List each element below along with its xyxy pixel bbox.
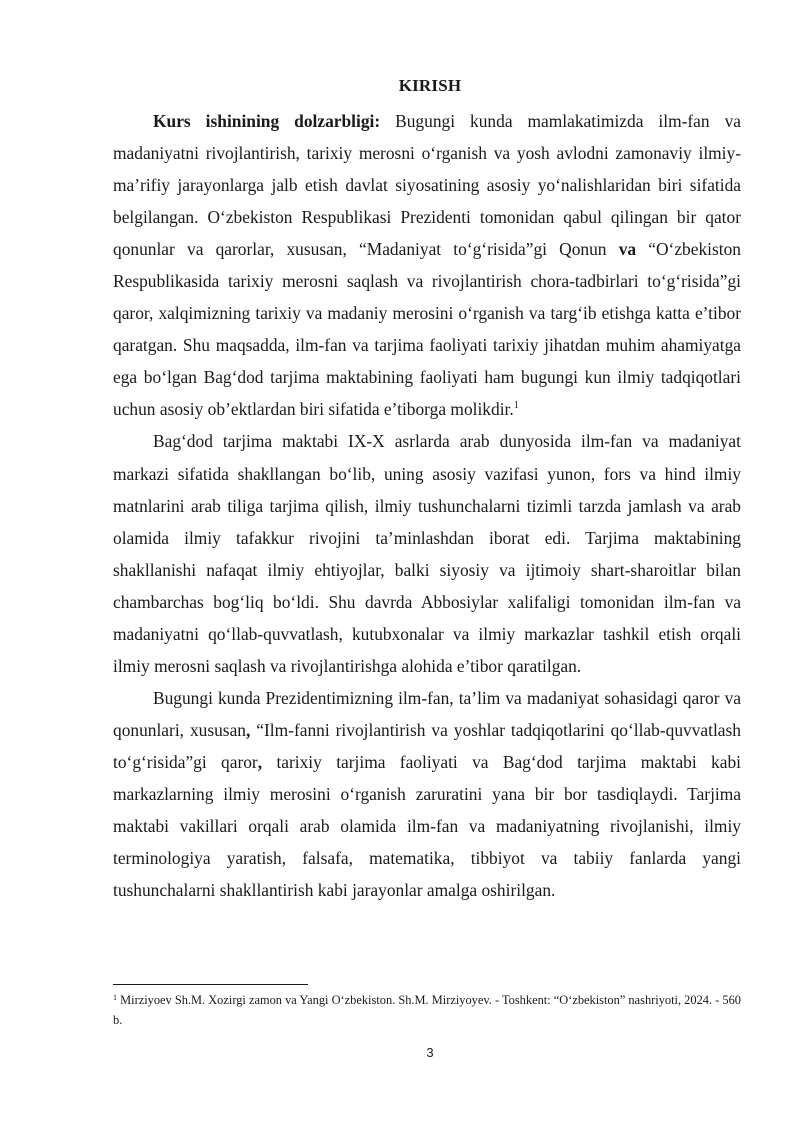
- body-text: [113, 105, 741, 906]
- paragraph-text: “O‘zbekiston Respublikasida tarixiy merosni saqlash va rivojlantirish chora-tadbirlari to‘g‘risida”gi qaror, xalqimizning tarixiy va madaniy merosini o‘rganish va targ‘ib etishga katta e’tibor qaratgan. Shu maqsadda, ilm-fan va tarjima faoliyati tarixiy jihatdan muhim ahamiyatga ega bo‘lgan Bag‘dod tarjima maktabining faoliyati ham bugungi kun ilmiy tadqiqotlari uchun asosiy ob’ektlardan biri sifatida e’tiborga molikdir.: [113, 239, 741, 420]
- footnote-marker: 1: [113, 993, 117, 1002]
- paragraph-presidential-decrees: [113, 682, 741, 906]
- footnote-reference[interactable]: 1: [513, 400, 519, 412]
- paragraph-lead: Kurs ishinining dolzarbligi:: [153, 111, 381, 131]
- footnote: [113, 990, 741, 1030]
- page-number: 3: [426, 1045, 434, 1060]
- paragraph-text: Bugungi kunda mamlakatimizda ilm-fan va madaniyatni rivojlantirish, tarixiy merosni o‘rganish va yosh avlodni zamonaviy ilmiy-ma’rifiy jarayonlarga jalb etish davlat siyosatining asosiy yo‘nalishlaridan biri sifatida belgilangan. O‘zbekiston Respublikasi Prezidenti tomonidan qabul qilingan bir qator qonunlar va qarorlar, xususan, “Madaniyat to‘g‘risida”gi Qonun: [113, 111, 742, 260]
- section-heading: KIRISH: [398, 76, 462, 95]
- paragraph-text: tarixiy tarjima faoliyati va Bag‘dod tarjima maktabi kabi markazlarning ilmiy merosini o‘rganish zaruratini yana bir bor tasdiqlaydi. Tarjima maktabi vakillari orqali arab olamida ilm-fan va madaniyatning rivojlanishi, ilmiy terminologiya yaratish, falsafa, matematika, tibbiyot va tabiiy fanlarda yangi tushunchalarni shakllantirish kabi jarayonlar amalga oshirilgan.: [113, 751, 741, 901]
- bold-comma: ,: [257, 751, 263, 772]
- paragraph-baghdad-school: Bag‘dod tarjima maktabi IX-X asrlarda arab dunyosida ilm-fan va madaniyat markazi sifatida shakllangan bo‘lib, uning asosiy vazifasi yunon, fors va hind ilmiy matnlarini arab tiliga tarjima qilish, ilmiy tushunchalarni tizimli tarzda jamlash va arab olamida ilmiy tafakkur rivojini ta’minlashdan iborat edi. Tarjima maktabining shakllanishi nafaqat ilmiy ehtiyojlar, balki siyosiy va ijtimoiy shart-sharoitlar bilan chambarchas bog‘liq bo‘ldi. Shu davrda Abbosiylar xalifaligi tomonidan ilm-fan va madaniyatni qo‘llab-quvvatlash, kutubxonalar va ilmiy markazlar tashkil etish orqali ilmiy merosni saqlash va rivojlantirishga alohida e’tibor qaratilgan.: [113, 431, 741, 676]
- footnote-divider: [113, 984, 308, 985]
- paragraph-text: Bugungi kunda Prezidentimizning ilm-fan, ta’lim va madaniyat sohasidagi qaror va qonunlari, xususan: [113, 687, 741, 740]
- footnote-text: Mirziyoev Sh.M. Xozirgi zamon va Yangi O‘zbekiston. Sh.M. Mirziyoyev. - Toshkent: “O‘zbekiston” nashriyoti, 2024. - 560 b.: [113, 993, 741, 1027]
- paragraph-relevance: [113, 105, 741, 425]
- bold-comma: ,: [245, 719, 251, 740]
- paragraph-text: “Ilm-fanni rivojlantirish va yoshlar tadqiqotlarini qo‘llab-quvvatlash to‘g‘risida”gi qaror: [113, 719, 741, 772]
- bold-conjunction: va: [618, 239, 637, 260]
